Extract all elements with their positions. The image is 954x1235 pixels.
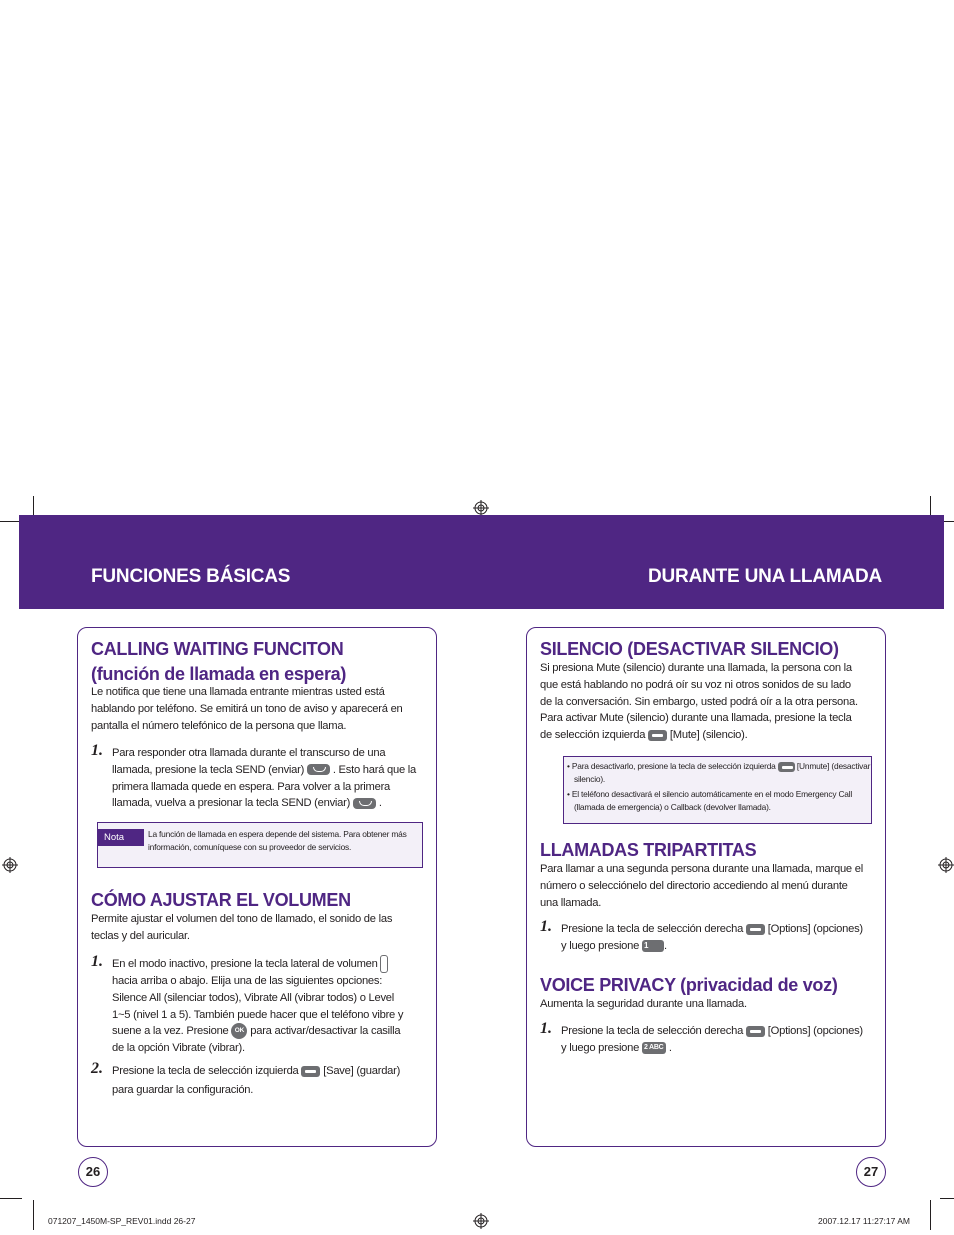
step-text: Presione la tecla de selección derecha [561, 1025, 744, 1037]
ok-key-icon: OK [231, 1023, 247, 1039]
crop-mark [930, 1200, 931, 1230]
voice-privacy-title: VOICE PRIVACY (privacidad de voz) [540, 975, 838, 995]
step-text: [Save] (guardar) para guardar la configuración. [112, 1065, 401, 1096]
section-title-right: DURANTE UNA LLAMADA [648, 566, 883, 587]
voice-privacy-intro: Aumenta la seguridad durante una llamada. [540, 998, 747, 1010]
note-text: La función de llamada en espera depende del sistema. Para obtener más información, comuníquese con su proveedor de servicios. [148, 829, 407, 853]
send-key-icon [307, 764, 330, 775]
footer-filename: 071207_1450M-SP_REV01.indd 26-27 [48, 1216, 196, 1226]
left-soft-key-icon [648, 730, 667, 741]
crop-mark [33, 1200, 34, 1230]
section-title-left: FUNCIONES BÁSICAS [91, 566, 291, 587]
mute-title: SILENCIO (DESACTIVAR SILENCIO) [540, 639, 839, 659]
step-text: Presione la tecla de selección izquierda [112, 1065, 299, 1077]
step-number: 1. [91, 953, 103, 970]
call-waiting-title-2: (función de llamada en espera) [91, 664, 347, 684]
mute-bullet-2 [567, 788, 872, 814]
step-text: . [668, 1041, 672, 1054]
page-number-left: 26 [78, 1157, 108, 1187]
call-waiting-intro: Le notifica que tiene una llamada entrante mientras usted está hablando por teléfono. Se emitirá un tono de aviso y aparecerá en pantalla el número telefónico de la persona que llama. [91, 686, 403, 732]
send-key-icon [353, 798, 376, 809]
left-soft-key-icon [778, 762, 795, 772]
step-text: [Options] (opciones) y luego presione [561, 923, 863, 952]
step-text: En el modo inactivo, presione la tecla lateral de volumen [112, 957, 378, 970]
right-soft-key-icon [746, 1026, 765, 1037]
step-number: 1. [91, 742, 103, 759]
step-text: . Esto hará que la primera llamada quede en espera. Para volver a la primera llamada, vuelva a presionar la tecla SEND (enviar) [112, 763, 417, 810]
key-1-icon: 1 [642, 940, 664, 952]
bullet-text: Para desactivarlo, presione la tecla de selección izquierda [571, 761, 776, 771]
volume-key-icon [380, 955, 388, 973]
three-way-intro: Para llamar a una segunda persona durante una llamada, marque el número o selecciónelo del directorio accediendo al menú durante una llamada. [540, 863, 863, 909]
registration-mark-icon [2, 857, 18, 873]
header-banner [19, 515, 944, 609]
three-way-title: LLAMADAS TRIPARTITAS [540, 840, 757, 860]
step-text: . [378, 797, 382, 810]
mute-intro-text: [Mute] (silencio). [669, 729, 748, 742]
three-way-step-1 [561, 921, 866, 955]
step-text: Para responder otra llamada durante el transcurso de una llamada, presione la tecla SEND (enviar) [112, 747, 386, 776]
volume-step-1 [112, 955, 415, 1057]
bullet-text: El teléfono desactivará el silencio automáticamente en el modo Emergency Call (llamada de emergencia) o Callback (devolver llamada). [571, 789, 853, 813]
left-soft-key-icon [301, 1066, 320, 1077]
step-number: 1. [540, 1020, 552, 1037]
bullet-text: [Unmute] (desactivar silencio). [574, 761, 871, 785]
registration-mark-icon [938, 857, 954, 873]
step-text: hacia arriba o abajo. Elija una de las siguientes opciones: Silence All (silenciar todos), Vibrate All (vibrar todos) o Level 1~5 (nivel 1 a 5). También puede hacer que el teléfono vibre y suene a la vez. Presione [112, 975, 404, 1038]
call-waiting-step-1 [112, 745, 422, 812]
step-text: . [663, 939, 667, 952]
crop-mark [940, 1198, 954, 1199]
note-badge: Nota [98, 829, 144, 846]
bullet-icon: • [567, 789, 572, 799]
key-2-icon: 2 ABC [642, 1042, 666, 1054]
bullet-icon: • [567, 761, 572, 771]
registration-mark-icon [473, 500, 489, 516]
mute-intro-text: Si presiona Mute (silencio) durante una llamada, la persona con la que está hablando no podrá oír su voz ni otros sonidos de su lado de la conversación. Sin embargo, usted podrá oír a la otra persona. Para activar Mute (silencio) durante una llamada, presione la tecla de selección izquierda [540, 662, 858, 742]
volume-title: CÓMO AJUSTAR EL VOLUMEN [91, 890, 351, 910]
step-text: para activar/desactivar la casilla de la opción Vibrate (vibrar). [112, 1025, 401, 1055]
mute-intro [540, 660, 865, 744]
page-number-right: 27 [856, 1157, 886, 1187]
mute-bullet-1 [567, 760, 872, 786]
step-number: 1. [540, 918, 552, 935]
step-text: Presione la tecla de selección derecha [561, 923, 744, 935]
volume-intro: Permite ajustar el volumen del tono de llamado, el sonido de las teclas y del auricular. [91, 913, 393, 942]
registration-mark-icon [473, 1213, 489, 1229]
step-number: 2. [91, 1060, 103, 1077]
right-soft-key-icon [746, 924, 765, 935]
voice-privacy-step-1 [561, 1023, 866, 1057]
footer-timestamp: 2007.12.17 11:27:17 AM [818, 1216, 911, 1226]
crop-mark [0, 1198, 22, 1199]
call-waiting-title-1: CALLING WAITING FUNCITON [91, 639, 344, 659]
step-text: [Options] (opciones) y luego presione [561, 1025, 863, 1054]
volume-step-2 [112, 1062, 415, 1100]
